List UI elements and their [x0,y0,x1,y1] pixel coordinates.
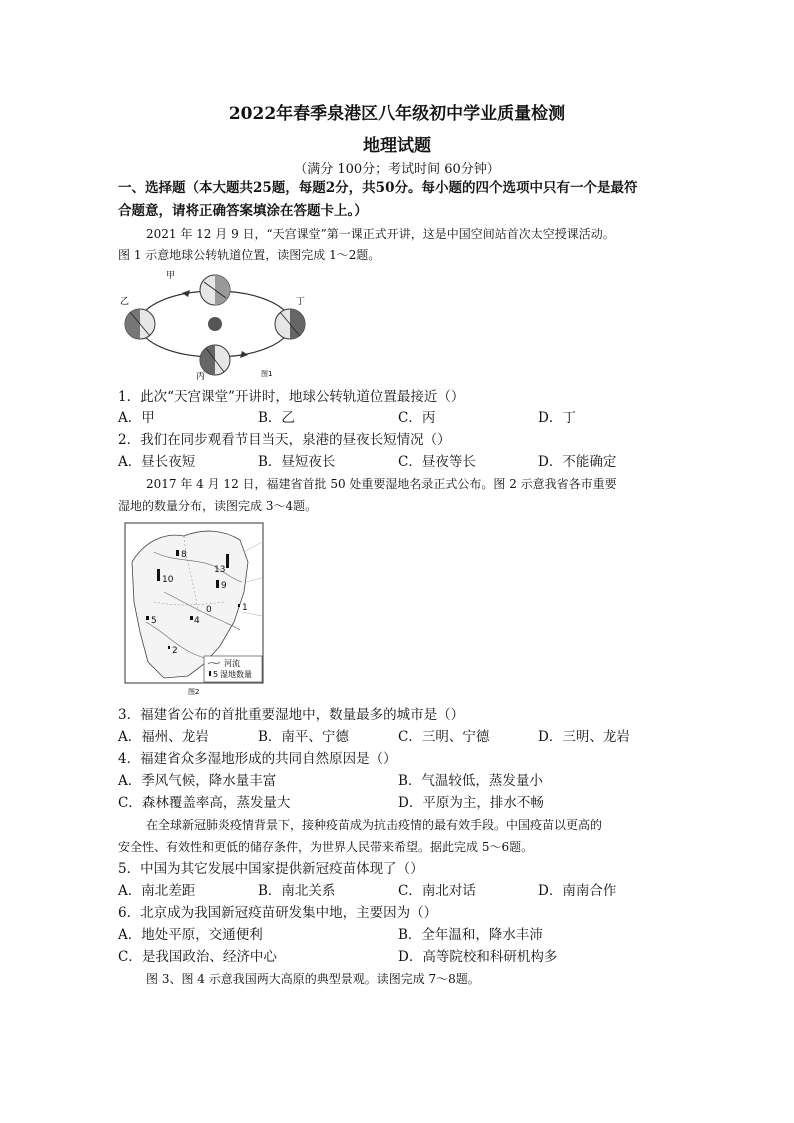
q4-option-d[interactable]: D．平原为主，排水不畅 [398,795,544,811]
section-heading-line1: 一、选择题（本大题共25题，每题2分，共50分。每小题的四个选项中只有一个是最符 [118,180,638,196]
q3-option-d[interactable]: D．三明、龙岩 [538,729,630,745]
q4-option-b[interactable]: B．气温较低，蒸发量小 [398,773,543,789]
bar-count-2 [157,569,160,581]
q2-options [118,452,688,472]
q1-option-a[interactable]: A．甲 [118,410,155,426]
exam-title: 2022年春季泉港区八年级初中学业质量检测 [228,104,566,124]
q4-option-a[interactable]: A．季风气候，降水量丰富 [118,773,277,789]
sun-icon [208,317,222,331]
count-4: 0 [206,605,212,615]
bar-count-5 [238,604,240,607]
q2-stem: 2．我们在同步观看节目当天，泉港的昼夜长短情况（） [118,432,451,448]
intro3-line2: 安全性、有效性和更低的储存条件，为世界人民带来希望。据此完成 5～6题。 [118,840,534,854]
intro1-line1: 2021 年 12 月 9 日，“天宫课堂”第一课正式开讲，这是中国空间站首次太空授课活动。 [146,227,615,241]
figure2-caption: 图2 [188,688,200,696]
q1-option-c[interactable]: C．丙 [398,410,436,426]
q1-option-b[interactable]: B．乙 [258,410,295,426]
figure1-caption: 图1 [261,370,273,378]
label-bing: 丙 [196,372,206,380]
label-yi: 乙 [120,297,130,307]
q5-option-b[interactable]: B．南北关系 [258,883,336,899]
q5-stem: 5．中国为其它发展中国家提供新冠疫苗体现了（） [118,861,424,877]
q5-option-a[interactable]: A．南北差距 [118,883,196,899]
q2-option-d[interactable]: D．不能确定 [538,454,617,470]
count-5: 1 [242,603,248,613]
bar-count-8 [168,646,170,649]
intro1-line2: 图 1 示意地球公转轨道位置，读图完成 1～2题。 [118,248,381,262]
q3-option-b[interactable]: B．南平、宁德 [258,729,349,745]
q6-option-b[interactable]: B．全年温和，降水丰沛 [398,927,543,943]
q6-options-row1 [118,925,688,945]
intro2-line2: 湿地的数量分布，读图完成 3～4题。 [118,499,318,513]
q6-option-d[interactable]: D．高等院校和科研机构多 [398,949,558,965]
q6-stem: 6．北京成为我国新冠疫苗研发集中地，主要因为（） [118,905,438,921]
count-8: 2 [172,646,178,656]
orbit-arrow-top [182,290,190,297]
q2-option-c[interactable]: C．昼夜等长 [398,454,476,470]
count-6: 5 [151,616,157,626]
count-7: 4 [194,616,200,626]
q4-stem: 4．福建省众多湿地形成的共同自然原因是（） [118,751,397,767]
q3-options [118,727,688,747]
q5-option-d[interactable]: D．南南合作 [538,883,617,899]
earth-position-bing [200,345,230,375]
legend-count-symbol [209,671,211,676]
bar-count-7 [190,616,193,620]
q4-options-row2 [118,793,688,813]
count-1: 13 [214,565,226,575]
orbit-arrow-bottom [240,351,248,358]
earth-position-yi [125,309,155,339]
earth-position-jia [200,275,230,305]
earth-position-ding [275,309,305,339]
figure1-orbit-diagram [118,268,308,380]
bar-count-1 [226,554,229,568]
q1-stem: 1．此次“天宫课堂”开讲时，地球公转轨道位置最接近（） [118,389,465,405]
intro2-line1: 2017 年 4 月 12 日，福建省首批 50 处重要湿地名录正式公布。图 2 示意我省各市重要 [146,477,617,491]
q1-options [118,408,688,428]
q6-option-c[interactable]: C．是我国政治、经济中心 [118,949,277,965]
q5-option-c[interactable]: C．南北对话 [398,883,476,899]
count-3: 9 [221,581,227,591]
section-heading-line2: 合题意，请将正确答案填涂在答题卡上。） [118,203,368,219]
q4-option-c[interactable]: C．森林覆盖率高，蒸发量大 [118,795,291,811]
exam-subject: 地理试题 [363,136,431,156]
q1-option-d[interactable]: D．丁 [538,410,576,426]
q2-option-b[interactable]: B．昼短夜长 [258,454,336,470]
q3-option-c[interactable]: C．三明、宁德 [398,729,490,745]
exam-meta: （满分 100分；考试时间 60分钟） [294,162,500,177]
q4-options-row1 [118,771,688,791]
intro4-line1: 图 3、图 4 示意我国两大高原的典型景观。读图完成 7～8题。 [146,972,480,986]
q3-option-a[interactable]: A．福州、龙岩 [118,729,209,745]
label-jia: 甲 [166,271,176,281]
count-0: 8 [181,550,187,560]
q2-option-a[interactable]: A．昼长夜短 [118,454,196,470]
intro3-line1: 在全球新冠肺炎疫情背景下，接种疫苗成为抗击疫情的最有效手段。中国疫苗以更高的 [146,818,603,832]
bar-count-3 [216,580,219,588]
count-2: 10 [162,575,174,585]
q6-option-a[interactable]: A．地处平原，交通便利 [118,927,263,943]
bar-count-0 [176,550,179,556]
label-ding: 丁 [296,297,306,307]
q3-stem: 3．福建省公布的首批重要湿地中，数量最多的城市是（） [118,707,465,723]
q5-options [118,881,688,901]
legend-count-label: 湿地数量 [220,670,252,679]
q6-options-row2 [118,947,688,967]
figure2-wetland-map [124,522,266,698]
bar-count-6 [146,616,149,620]
legend-count-sample: 5 [213,670,219,679]
legend-river-label: 河流 [224,659,240,668]
